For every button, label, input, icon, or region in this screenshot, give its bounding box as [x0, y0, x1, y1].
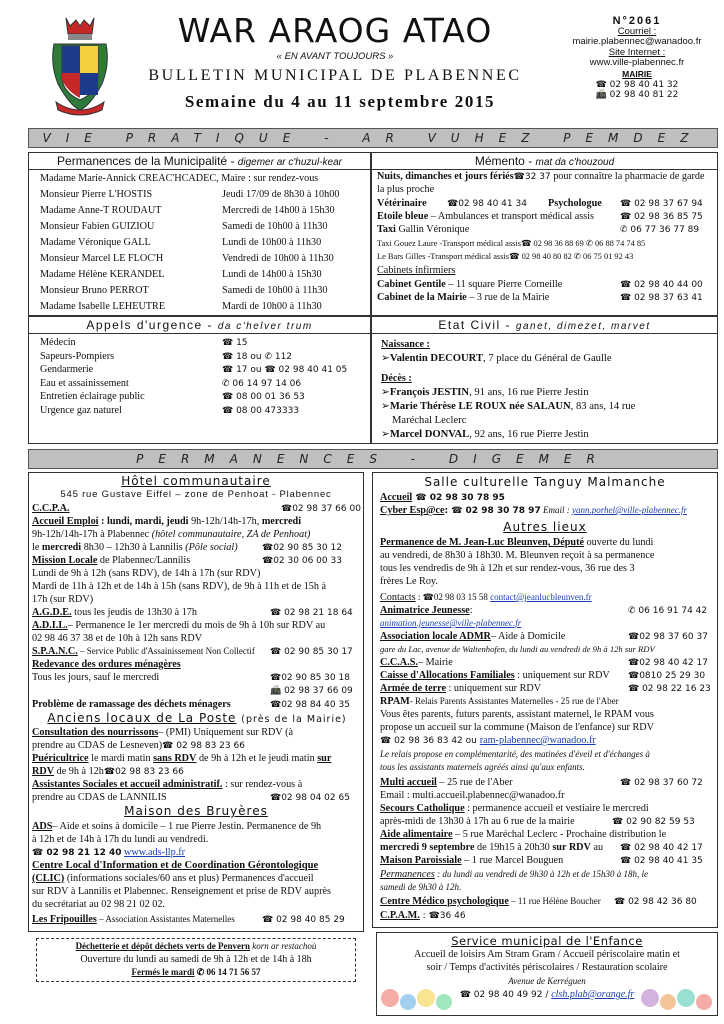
- municipal-permanence-name: Monsieur Bruno PERROT: [40, 285, 149, 296]
- masthead-title: WAR ARAOG ATAO: [177, 11, 493, 50]
- caf: Caisse d'Allocations Familiales : uniquement sur RDV: [380, 670, 610, 681]
- section-subtitle: digemer ar c'huzul-kear: [237, 157, 342, 168]
- centre-medico-tel: ☎ 02 98 42 36 80: [614, 897, 697, 907]
- memento-cabinet-mairie: Cabinet de la Mairie – 3 rue de la Mairie: [377, 292, 550, 303]
- section-subtitle: da c'helver trum: [217, 321, 313, 332]
- mairie-fax: 📠 02 98 40 81 22: [595, 90, 679, 101]
- section-subtitle: ganet, dimezet, marvet: [515, 321, 651, 332]
- animatrice: Animatrice Jeunesse:: [380, 605, 473, 616]
- deces-entry-1: ➢François JESTIN, 91 ans, 16 rue Pierre Jestin: [381, 387, 589, 398]
- cpam: C.P.A.M. : ☎36 46: [380, 910, 466, 921]
- nourrissons-2: prendre au CDAS de Lesneven)☎ 02 98 83 23 66: [32, 740, 245, 751]
- hotel-address: 545 rue Gustave Eiffel – zone de Penhoat - Plabennec: [60, 489, 332, 500]
- ramassage: Problème de ramassage des déchets ménagers: [32, 699, 231, 710]
- band-vie-pratique: VIE PRATIQUE - AR VUHEZ PEMDEZ: [28, 128, 718, 148]
- redevance: Redevance des ordures ménagères: [32, 659, 181, 670]
- fripouilles-tel: ☎ 02 98 40 85 29: [262, 915, 345, 925]
- enfance-email-link[interactable]: clsh.plab@orange.fr: [551, 989, 635, 1000]
- spanc-tel: ☎ 02 90 85 30 17: [270, 647, 353, 657]
- memento-veterinaire-tel: ☎02 98 40 41 34: [447, 199, 527, 209]
- tanguy-cyber: Cyber Esp@ce: ☎ 02 98 30 78 97 Email : yann.porhel@ville-plabennec.fr: [380, 505, 688, 516]
- clic-2: (CLIC) (informations sociales/60 ans et plus) Permanences d'accueil: [32, 873, 314, 884]
- urgence-service: Entretien éclairage public: [40, 391, 145, 402]
- municipal-permanence-time: Mercredi de 14h00 à 15h30: [222, 205, 335, 216]
- dechetterie-line-2: Ouverture du lundi au samedi de 9h à 12h et de 14h à 18h: [80, 954, 312, 965]
- maison-paroissiale-3: samedi de 9h30 à 12h.: [380, 882, 462, 892]
- admr: Association locale ADMR– Aide à Domicile: [380, 631, 566, 642]
- mission-locale-mardi-2: 17h (sur RDV): [32, 594, 94, 605]
- enfance-title: Service municipal de l'Enfance: [451, 934, 643, 948]
- rpam: RPAM- Relais Parents Assistantes Maternelles - 25 rue de l'Aber: [380, 696, 619, 707]
- ccpa-tel: ☎02 98 37 66 00: [281, 504, 361, 514]
- redevance-fax: 📠 02 98 37 66 09: [270, 686, 353, 696]
- memento-psychologue-tel: ☎ 02 98 37 67 94: [620, 199, 703, 209]
- ccas-tel: ☎02 98 40 42 17: [628, 658, 708, 668]
- assistantes-sociales-2: prendre au CDAS de LANNILIS: [32, 792, 167, 803]
- section-title: Etat Civil -: [438, 318, 516, 332]
- urgence-number: ☎ 08 00 01 36 53: [222, 392, 305, 402]
- memento-cabinets: Cabinets infirmiers: [377, 265, 456, 276]
- deces-entry-3: ➢Marcel DONVAL, 92 ans, 16 rue Pierre Jestin: [381, 429, 589, 440]
- mission-locale-tel: ☎02 30 06 00 33: [262, 556, 342, 566]
- centre-medico: Centre Médico psychologique – 11 rue Hélène Boucher: [380, 896, 601, 907]
- memento-cabinet-gentile: Cabinet Gentile – 11 square Pierre Corneille: [377, 279, 563, 290]
- ramassage-tel: ☎02 98 84 40 35: [270, 700, 350, 710]
- depute-3: tous les vendredis de 9h à 12h et sur rendez-vous, 36 rue des 3: [380, 563, 635, 574]
- nourrissons: Consultation des nourrissons– (PMI) Uniquement sur RDV (à: [32, 727, 294, 738]
- memento-taxi: Taxi Gallin Véronique: [377, 224, 470, 235]
- section-title: Permanences de la Municipalité -: [57, 154, 238, 168]
- adil: A.D.I.L.– Permanence le 1er mercredi du mois de 9h à 10h sur RDV au: [32, 620, 326, 631]
- masthead-motto: « EN AVANT TOUJOURS »: [276, 51, 394, 62]
- accueil-emploi-2: 9h-12h/14h-17h à Plabennec (hôtel communautaire, ZA de Penhoat): [32, 529, 311, 540]
- armee-tel: ☎ 02 98 22 16 23: [628, 684, 711, 694]
- dechetterie-line-3: Fermés le mardi ✆ 06 14 71 56 57: [131, 967, 261, 977]
- redevance-tel: ☎02 90 85 30 18: [270, 673, 350, 683]
- ccas: C.C.A.S.– Mairie: [380, 657, 453, 668]
- municipal-permanence-name: Madame Isabelle LEHEUTRE: [40, 301, 166, 312]
- redevance-2: Tous les jours, sauf le mercredi: [32, 672, 160, 683]
- admr-2: gare du Lac, avenue de Waltenhofen, du lundi au vendredi de 9h à 12h sur RDV: [380, 644, 655, 654]
- accueil-emploi: Accueil Emploi : lundi, mardi, jeudi 9h-12h/14h-17h, mercredi: [32, 516, 302, 527]
- etat-civil-header: [372, 317, 717, 334]
- adil-2: 02 98 46 37 38 et de 10h à 12h sans RDV: [32, 633, 203, 644]
- depute-email-link[interactable]: contact@jeanlucbleunven.fr: [490, 592, 592, 602]
- section-title: Appels d'urgence -: [86, 318, 218, 332]
- memento-header: [372, 153, 717, 170]
- urgence-number: ☎ 17 ou ☎ 02 98 40 41 05: [222, 365, 348, 375]
- municipal-permanence-name: Monsieur Pierre L'HOSTIS: [40, 189, 153, 200]
- assistantes-sociales-tel: ☎02 98 04 02 65: [270, 793, 350, 803]
- deces-entry-2-cont: Maréchal Leclerc: [392, 415, 467, 426]
- maison-paroissiale-tel: ☎ 02 98 40 41 35: [620, 856, 703, 866]
- municipal-permanence-time: Jeudi 17/09 de 8h30 à 10h00: [222, 189, 340, 200]
- animatrice-tel: ✆ 06 16 91 74 42: [628, 606, 708, 616]
- urgence-number: ☎ 15: [222, 338, 248, 348]
- secours-catholique: Secours Catholique : permanence accueil et vestiaire le mercredi: [380, 803, 649, 814]
- memento-psychologue: Psychologue: [548, 198, 602, 209]
- urgence-service: Sapeurs-Pompiers: [40, 350, 115, 362]
- memento-veterinaire: Vétérinaire: [377, 198, 427, 209]
- admr-tel: ☎02 98 37 60 37: [628, 632, 708, 642]
- issue-number: N°2061: [612, 15, 662, 27]
- multi-accueil-tel: ☎ 02 98 37 60 72: [620, 778, 703, 788]
- site-label: Site Internet :: [608, 46, 666, 58]
- enfance-line-3: Avenue de Kerréguen: [508, 976, 586, 986]
- urgence-service: Eau et assainissement: [40, 377, 129, 389]
- rpam-4: ☎ 02 98 36 83 42 ou ram-plabennec@wanadoo.fr: [380, 735, 596, 746]
- agde: A.G.D.E. tous les jeudis de 13h30 à 17h: [32, 607, 197, 618]
- bulletin-title: BULLETIN MUNICIPAL DE PLABENNEC: [148, 67, 522, 84]
- urgence-service: Gendarmerie: [40, 364, 94, 375]
- clic-3: sur RDV à Lannilis et Plabennec. Renseignement et prise de RDV auprès: [32, 886, 331, 897]
- puericultrice-2: RDV de 9h à 12h☎02 98 83 23 66: [32, 766, 184, 777]
- depute: Permanence de M. Jean-Luc Bleunven, Député ouverte du lundi: [380, 537, 654, 548]
- section-title: Mémento -: [474, 154, 536, 168]
- municipal-permanence-time: Lundi de 10h00 à 11h30: [222, 237, 322, 248]
- cyber-email-link[interactable]: yann.porhel@ville-plabennec.fr: [571, 505, 688, 515]
- municipal-permanence-time: Samedi de 10h00 à 11h30: [222, 285, 328, 296]
- memento-taxi-tel: ✆ 06 77 36 77 89: [620, 225, 700, 235]
- site-link[interactable]: www.ville-plabennec.fr: [589, 57, 685, 69]
- memento-etoile-bleue: Etoile bleue – Ambulances et transport médical assis: [377, 211, 595, 222]
- municipal-permanence-name: Madame Marie-Annick CREAC'HCADEC, Maire : sur rendez-vous: [40, 173, 319, 184]
- band-permanences: PERMANENCES - DIGEMER: [28, 449, 718, 469]
- mission-locale-mardi: Mardi de 11h à 12h et de 14h à 15h (sans RDV), de 9h à 11h et de 15h à: [32, 581, 327, 592]
- maison-paroissiale-2: Permanences : du lundi au vendredi de 9h30 à 12h et de 15h30 à 18h, le: [380, 869, 649, 880]
- rpam-2: Vous êtes parents, futurs parents, assistant maternel, le RPAM vous: [380, 709, 654, 720]
- spanc: S.P.A.N.C. – Service Public d'Assainissement Non Collectif: [32, 646, 255, 657]
- agde-tel: ☎ 02 98 21 18 64: [270, 608, 353, 618]
- urgence-service: Médecin: [40, 337, 76, 348]
- memento-etoile-tel: ☎ 02 98 36 85 75: [620, 212, 703, 222]
- rpam-3: propose un accueil sur la commune (Maison de l'enfance) sur RDV: [380, 722, 654, 733]
- naissance-entry: ➢Valentin DECOURT, 7 place du Général de Gaulle: [381, 353, 612, 364]
- courriel-label: Courriel :: [617, 25, 657, 37]
- hotel-title: Hôtel communautaire: [121, 474, 271, 488]
- contact-block: [556, 16, 718, 101]
- deces-entry-2: ➢Marie Thérèse LE ROUX née SALAUN, 83 ans, 14 rue: [381, 401, 636, 412]
- municipal-permanence-time: Vendredi de 10h00 à 11h30: [222, 253, 334, 264]
- municipal-permanence-time: Lundi de 14h00 à 15h30: [222, 269, 322, 280]
- memento-cabinet-mairie-tel: ☎ 02 98 37 63 41: [620, 293, 703, 303]
- municipal-permanence-time: Mardi de 10h00 à 11h30: [222, 301, 322, 312]
- municipal-permanence-time: Samedi de 10h00 à 11h30: [222, 221, 328, 232]
- puericultrice: Puéricultrice le mardi matin sans RDV de 9h à 12h et le jeudi matin sur: [32, 753, 332, 764]
- depute-contacts: Contacts : ☎02 98 03 15 58 contact@jeanlucbleunven.fr: [380, 592, 592, 603]
- municipal-permanence-name: Madame Véronique GALL: [40, 237, 151, 248]
- clic-4: du secrétariat au 02 98 21 02 02.: [32, 899, 165, 910]
- urgence-header: [29, 317, 370, 334]
- secours-catholique-tel: ☎ 02 90 82 59 53: [612, 817, 695, 827]
- urgence-number: ☎ 18 ou ✆ 112: [222, 351, 293, 362]
- municipal-permanence-name: Madame Hélène KERANDEL: [40, 269, 165, 280]
- depute-2: au vendredi, de 8h30 à 18h30. M. Bleunven reçoit à sa permanence: [380, 550, 655, 561]
- mairie-label: MAIRIE: [622, 68, 652, 79]
- aide-alimentaire-2: mercredi 9 septembre de 19h15 à 20h30 sur RDV au: [380, 842, 604, 853]
- municipal-permanence-name: Madame Anne-T ROUDAUT: [40, 205, 162, 216]
- mission-locale-lundi: Lundi de 9h à 12h (sans RDV), de 14h à 17h (sur RDV): [32, 568, 261, 579]
- municipal-permanence-name: Monsieur Fabien GUIZIOU: [40, 221, 155, 232]
- mission-locale: Mission Locale de Plabennec/Lannilis: [32, 555, 191, 566]
- rpam-6: tous les assistants maternels agréés ainsi qu'aux enfants.: [380, 762, 585, 772]
- naissance-label: Naissance :: [381, 339, 430, 350]
- enfance-line-1: Accueil de loisirs Am Stram Gram / Accueil périscolaire matin et: [414, 949, 680, 960]
- multi-accueil: Multi accueil – 25 rue de l'Aber: [380, 777, 513, 788]
- maison-paroissiale: Maison Paroissiale – 1 rue Marcel Bouguen: [380, 855, 564, 866]
- animatrice-email-link[interactable]: animation.jeunesse@ville-plabennec.fr: [380, 618, 522, 628]
- municipal-permanence-name: Monsieur Marcel LE FLOC'H: [40, 253, 164, 264]
- urgence-number: ☎ 08 00 473333: [222, 405, 300, 416]
- fripouilles: Les Fripouilles – Association Assistantes Maternelles: [32, 914, 235, 925]
- memento-pharmacie: Nuits, dimanches et jours fériés☎32 37 pour connaître la pharmacie de garde la plus proche: [377, 171, 705, 195]
- caf-tel: ☎0810 25 29 30: [628, 671, 706, 681]
- email-link[interactable]: mairie.plabennec@wanadoo.fr: [572, 36, 702, 48]
- memento-taxi-lebars: Le Bars Gilles -Transport médical assis☎ 02 98 40 80 82 ✆ 06 75 01 92 43: [377, 252, 634, 261]
- memento-cabinet-gentile-tel: ☎ 02 98 40 44 00: [620, 280, 703, 290]
- aide-alimentaire-tel: ☎ 02 98 40 42 17: [620, 843, 703, 853]
- ads-website-link[interactable]: www.ads-llp.fr: [124, 847, 186, 858]
- week-title: Semaine du 4 au 11 septembre 2015: [184, 92, 496, 111]
- rpam-5: Le relais propose en complémentarité, des matinées d'éveil et d'échanges à: [380, 749, 650, 759]
- mairie-phone: ☎ 02 98 40 41 32: [595, 79, 679, 90]
- enfance-line-2: soir / Temps d'activités périscolaires / Restauration scolaire: [426, 962, 668, 973]
- ads-2: à 12h et de 14h à 17h du lundi au vendredi.: [32, 834, 209, 845]
- poste-title: Anciens locaux de La Poste (près de la Mairie): [47, 711, 347, 725]
- town-crest: [46, 14, 114, 120]
- clic: Centre Local d'Information et de Coordination Gérontologique: [32, 860, 319, 871]
- rpam-email-link[interactable]: ram-plabennec@wanadoo.fr: [479, 735, 596, 746]
- tanguy-title: Salle culturelle Tanguy Malmanche: [424, 475, 666, 489]
- accueil-emploi-3: le mercredi 8h30 – 12h30 à Lannilis (Pôle social): [32, 542, 238, 553]
- memento-taxi-gouez: Taxi Gouez Laure -Transport médical assis☎ 02 98 36 88 69 ✆ 06 88 74 74 85: [377, 239, 646, 248]
- secours-catholique-2: après-midi de 13h30 à 17h au 6 rue de la mairie: [380, 816, 575, 827]
- deces-label: Décès :: [381, 373, 412, 384]
- municipal-permanences-header: [29, 153, 370, 170]
- ccpa-label: C.C.P.A.: [32, 503, 70, 514]
- dechetterie-line-1: Déchetterie et dépôt déchets verts de Penvern korn ar restachoù: [75, 941, 317, 951]
- armee: Armée de terre : uniquement sur RDV: [380, 683, 542, 694]
- depute-4: frères Le Roy.: [380, 576, 438, 587]
- section-subtitle: mat da c'houzoud: [535, 157, 615, 168]
- ads: ADS– Aide et soins à domicile – 1 rue Pierre Jestin. Permanence de 9h: [32, 821, 322, 832]
- multi-accueil-email: Email : multi.accueil.plabennec@wanadoo.fr: [380, 790, 565, 801]
- autres-title: Autres lieux: [503, 520, 587, 534]
- urgence-service: Urgence gaz naturel: [40, 404, 122, 416]
- aide-alimentaire: Aide alimentaire – 5 rue Maréchal Leclerc - Prochaine distribution le: [380, 829, 667, 840]
- bruyeres-title: Maison des Bruyères: [124, 804, 268, 818]
- tanguy-accueil: Accueil ☎ 02 98 30 78 95: [380, 492, 505, 503]
- ads-3: ☎ 02 98 21 12 40 www.ads-llp.fr: [32, 847, 186, 858]
- enfance-line-4: ☎ 02 98 40 49 92 / clsh.plab@orange.fr: [459, 989, 635, 1000]
- accueil-emploi-tel: ☎02 90 85 30 12: [262, 543, 342, 553]
- assistantes-sociales: Assistantes Sociales et accueil administratif. : sur rendez-vous à: [32, 779, 303, 790]
- urgence-number: ✆ 06 14 97 14 06: [222, 378, 302, 389]
